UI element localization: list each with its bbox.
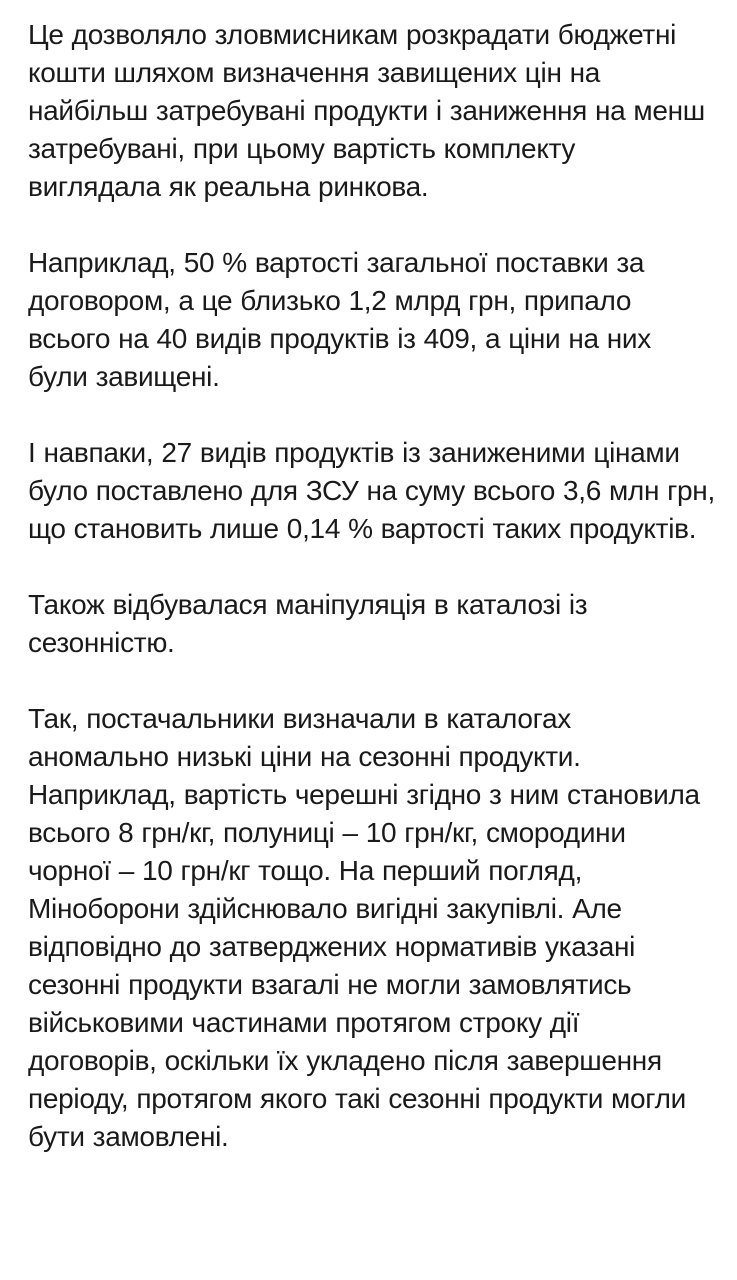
paragraph-example-50-percent: Наприклад, 50 % вартості загальної поставки за договором, а це близько 1,2 млрд грн, припало всього на 40 видів продуктів із 409, а ціни на них були завищені. — [28, 247, 651, 392]
paragraph-catalog-seasonality: Також відбувалася маніпуляція в каталозі із сезонністю. — [28, 589, 588, 658]
paragraph-underpriced-products: І навпаки, 27 видів продуктів із заниженими цінами було поставлено для ЗСУ на суму всього 3,6 млн грн, що становить лише 0,14 % вартості таких продуктів. — [28, 437, 715, 544]
paragraph-seasonal-products-detail: Так, постачальники визначали в каталогах аномально низькі ціни на сезонні продукти. Наприклад, вартість черешні згідно з ним становила всього 8 грн/кг, полуниці – 10 грн/кг, смородини чорної – 10 грн/кг тощо. На перший погляд, Міноборони здійснювало вигідні закупівлі. Але відповідно до затверджених нормативів указані сезонні продукти взагалі не могли замовлятись військовими частинами протягом строку дії договорів, оскільки їх укладено після завершення періоду, протягом якого такі сезонні продукти могли бути замовлені. — [28, 703, 700, 1152]
paragraph-overpricing-scheme: Це дозволяло зловмисникам розкрадати бюджетні кошти шляхом визначення завищених цін на найбільш затребувані продукти і заниження на менш затребувані, при цьому вартість комплекту виглядала як реальна ринкова. — [28, 19, 705, 202]
